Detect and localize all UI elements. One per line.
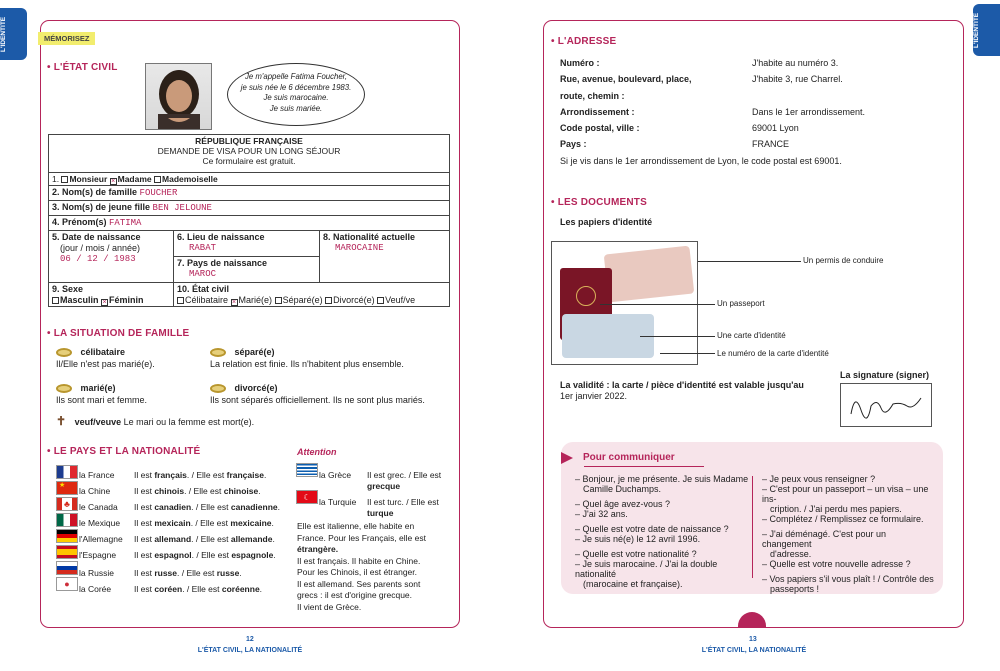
form-nationality: 8. Nationalité actuelle MAROCAINE — [323, 232, 416, 253]
form-birthplace: 6. Lieu de naissance RABAT — [177, 232, 265, 253]
flag-greece-icon — [296, 463, 318, 477]
form-row-firstname: 4. Prénom(s) FATIMA — [52, 217, 142, 228]
turquie-row: la Turquie — [319, 497, 357, 507]
form-marital: 10. État civil Célibataire × Marié(e) Séparé(e) Divorcé(e) Veuf/ve — [177, 284, 416, 306]
validite-text: La validité : la carte / pièce d'identité est valable jusqu'au 1er janvier 2022. — [560, 380, 804, 401]
flag-china-icon: ★ — [56, 481, 78, 495]
form-row-civility: 1. Monsieur × Madame Mademoiselle — [52, 174, 218, 185]
ring-icon — [56, 348, 72, 357]
documents-heading: • LES DOCUMENTS — [551, 197, 647, 208]
grece-text: Il est grec. / Elle est grecque — [367, 470, 442, 491]
side-tab-right: L'IDENTITÉ — [973, 4, 1000, 56]
footer-right: L'ÉTAT CIVIL, LA NATIONALITÉ — [701, 647, 807, 654]
form-note: Ce formulaire est gratuit. — [202, 156, 296, 166]
play-icon — [561, 452, 573, 464]
documents-image — [551, 241, 698, 365]
pointer-line-numero — [660, 353, 715, 354]
adresse-heading: • L'ADRESSE — [551, 36, 617, 47]
attention-notes: Elle est italienne, elle habite en France. Pour les Français, elle est étrangère. Il est français. Il habite en Chine. Pour les Chinois, il est étranger. Il est allemand. Ses parents sont grecs : il est d'origine grecque. Il vient de Grèce. — [297, 521, 426, 612]
flag-germany-icon — [56, 529, 78, 543]
signature-box — [840, 383, 932, 427]
turquie-text: Il est turc. / Elle est turque — [367, 497, 439, 518]
attention-label: Attention — [297, 447, 337, 457]
page-number-right: 13 — [749, 636, 757, 643]
famille-divorce: divorcé(e) Ils sont séparés officiellement. Ils ne sont plus mariés. — [210, 383, 425, 405]
photo — [145, 63, 212, 130]
form-title: RÉPUBLIQUE FRANÇAISE — [195, 136, 303, 146]
flag-russia-icon — [56, 561, 78, 575]
flag-canada-icon: ♣ — [56, 497, 78, 511]
famille-veuf: ✝ veuf/veuve Le mari ou la femme est mort(e). — [56, 414, 255, 428]
label-numero: Le numéro de la carte d'identité — [717, 349, 829, 358]
flag-spain-icon — [56, 545, 78, 559]
visa-form — [48, 134, 450, 307]
flag-turkey-icon: ☾ — [296, 490, 318, 504]
etat-civil-heading: • L'ÉTAT CIVIL — [47, 62, 118, 73]
flag-mexico-icon — [56, 513, 78, 527]
pointer-line-passeport — [600, 304, 715, 305]
communiquer-right: – Je peux vous renseigner ? – C'est pour un passeport – un visa – une ins- cription. / J'ai perdu mes papiers. – Complétez / Remplissez ce formulaire. – J'ai déménagé. C'est pour un changement d'adresse. – Quelle est votre nouvelle adresse ? – Vos papiers s'il vous plaît ! / Contrôle des passeports ! — [762, 474, 934, 594]
communiquer-left: – Bonjour, je me présente. Je suis Madame Camille Duchamps. – Quel âge avez-vous ? – J'ai 32 ans. – Quelle est votre date de naissance ? – Je suis né(e) le 12 avril 1996. – Quelle est votre nationalité ? – Je suis marocaine. / J'ai la double nationalité (marocaine et française). — [575, 474, 749, 589]
memorisez-label: MÉMORISEZ — [38, 32, 95, 45]
form-row-lastname: 2. Nom(s) de famille FOUCHER — [52, 187, 178, 198]
rings-icon — [56, 384, 72, 393]
documents-sub: Les papiers d'identité — [560, 217, 653, 227]
famille-marie: marié(e) Ils sont mari et femme. — [56, 383, 148, 405]
label-carte: Une carte d'identité — [717, 331, 786, 340]
label-permis: Un permis de conduire — [803, 256, 884, 265]
form-birthcountry: 7. Pays de naissance MAROC — [177, 258, 268, 279]
label-passeport: Un passeport — [717, 299, 765, 308]
pays-heading: • LE PAYS ET LA NATIONALITÉ — [47, 446, 201, 457]
form-row-maidenname: 3. Nom(s) de jeune fille BEN JELOUNE — [52, 202, 212, 213]
famille-heading: • LA SITUATION DE FAMILLE — [47, 328, 190, 339]
flag-france-icon — [56, 465, 78, 479]
cross-icon: ✝ — [56, 414, 67, 428]
side-tab-left: L'IDENTITÉ — [0, 8, 27, 60]
rings-icon — [210, 348, 226, 357]
pointer-line-permis — [698, 261, 801, 262]
form-subtitle: DEMANDE DE VISA POUR UN LONG SÉJOUR — [157, 146, 341, 156]
form-sex: 9. Sexe Masculin × Féminin — [52, 284, 144, 306]
page-number-left: 12 — [246, 636, 254, 643]
rings-icon — [210, 384, 226, 393]
footer-left: L'ÉTAT CIVIL, LA NATIONALITÉ — [197, 647, 303, 654]
communiquer-title: Pour communiquer — [583, 452, 675, 463]
grece-row: la Grèce — [319, 470, 352, 480]
speech-bubble: Je m'appelle Fatima Foucher, je suis née le 6 décembre 1983. Je suis marocaine. Je suis mariée. — [227, 63, 365, 126]
signature-label: La signature (signer) — [840, 370, 930, 380]
famille-celibataire: célibataire Il/Elle n'est pas marié(e). — [56, 347, 155, 369]
flag-korea-icon: ● — [56, 577, 78, 591]
famille-separe: séparé(e) La relation est finie. Ils n'habitent plus ensemble. — [210, 347, 404, 369]
form-birthdate: 5. Date de naissance (jour / mois / année) 06 / 12 / 1983 — [52, 232, 141, 264]
pointer-line-carte — [640, 336, 715, 337]
